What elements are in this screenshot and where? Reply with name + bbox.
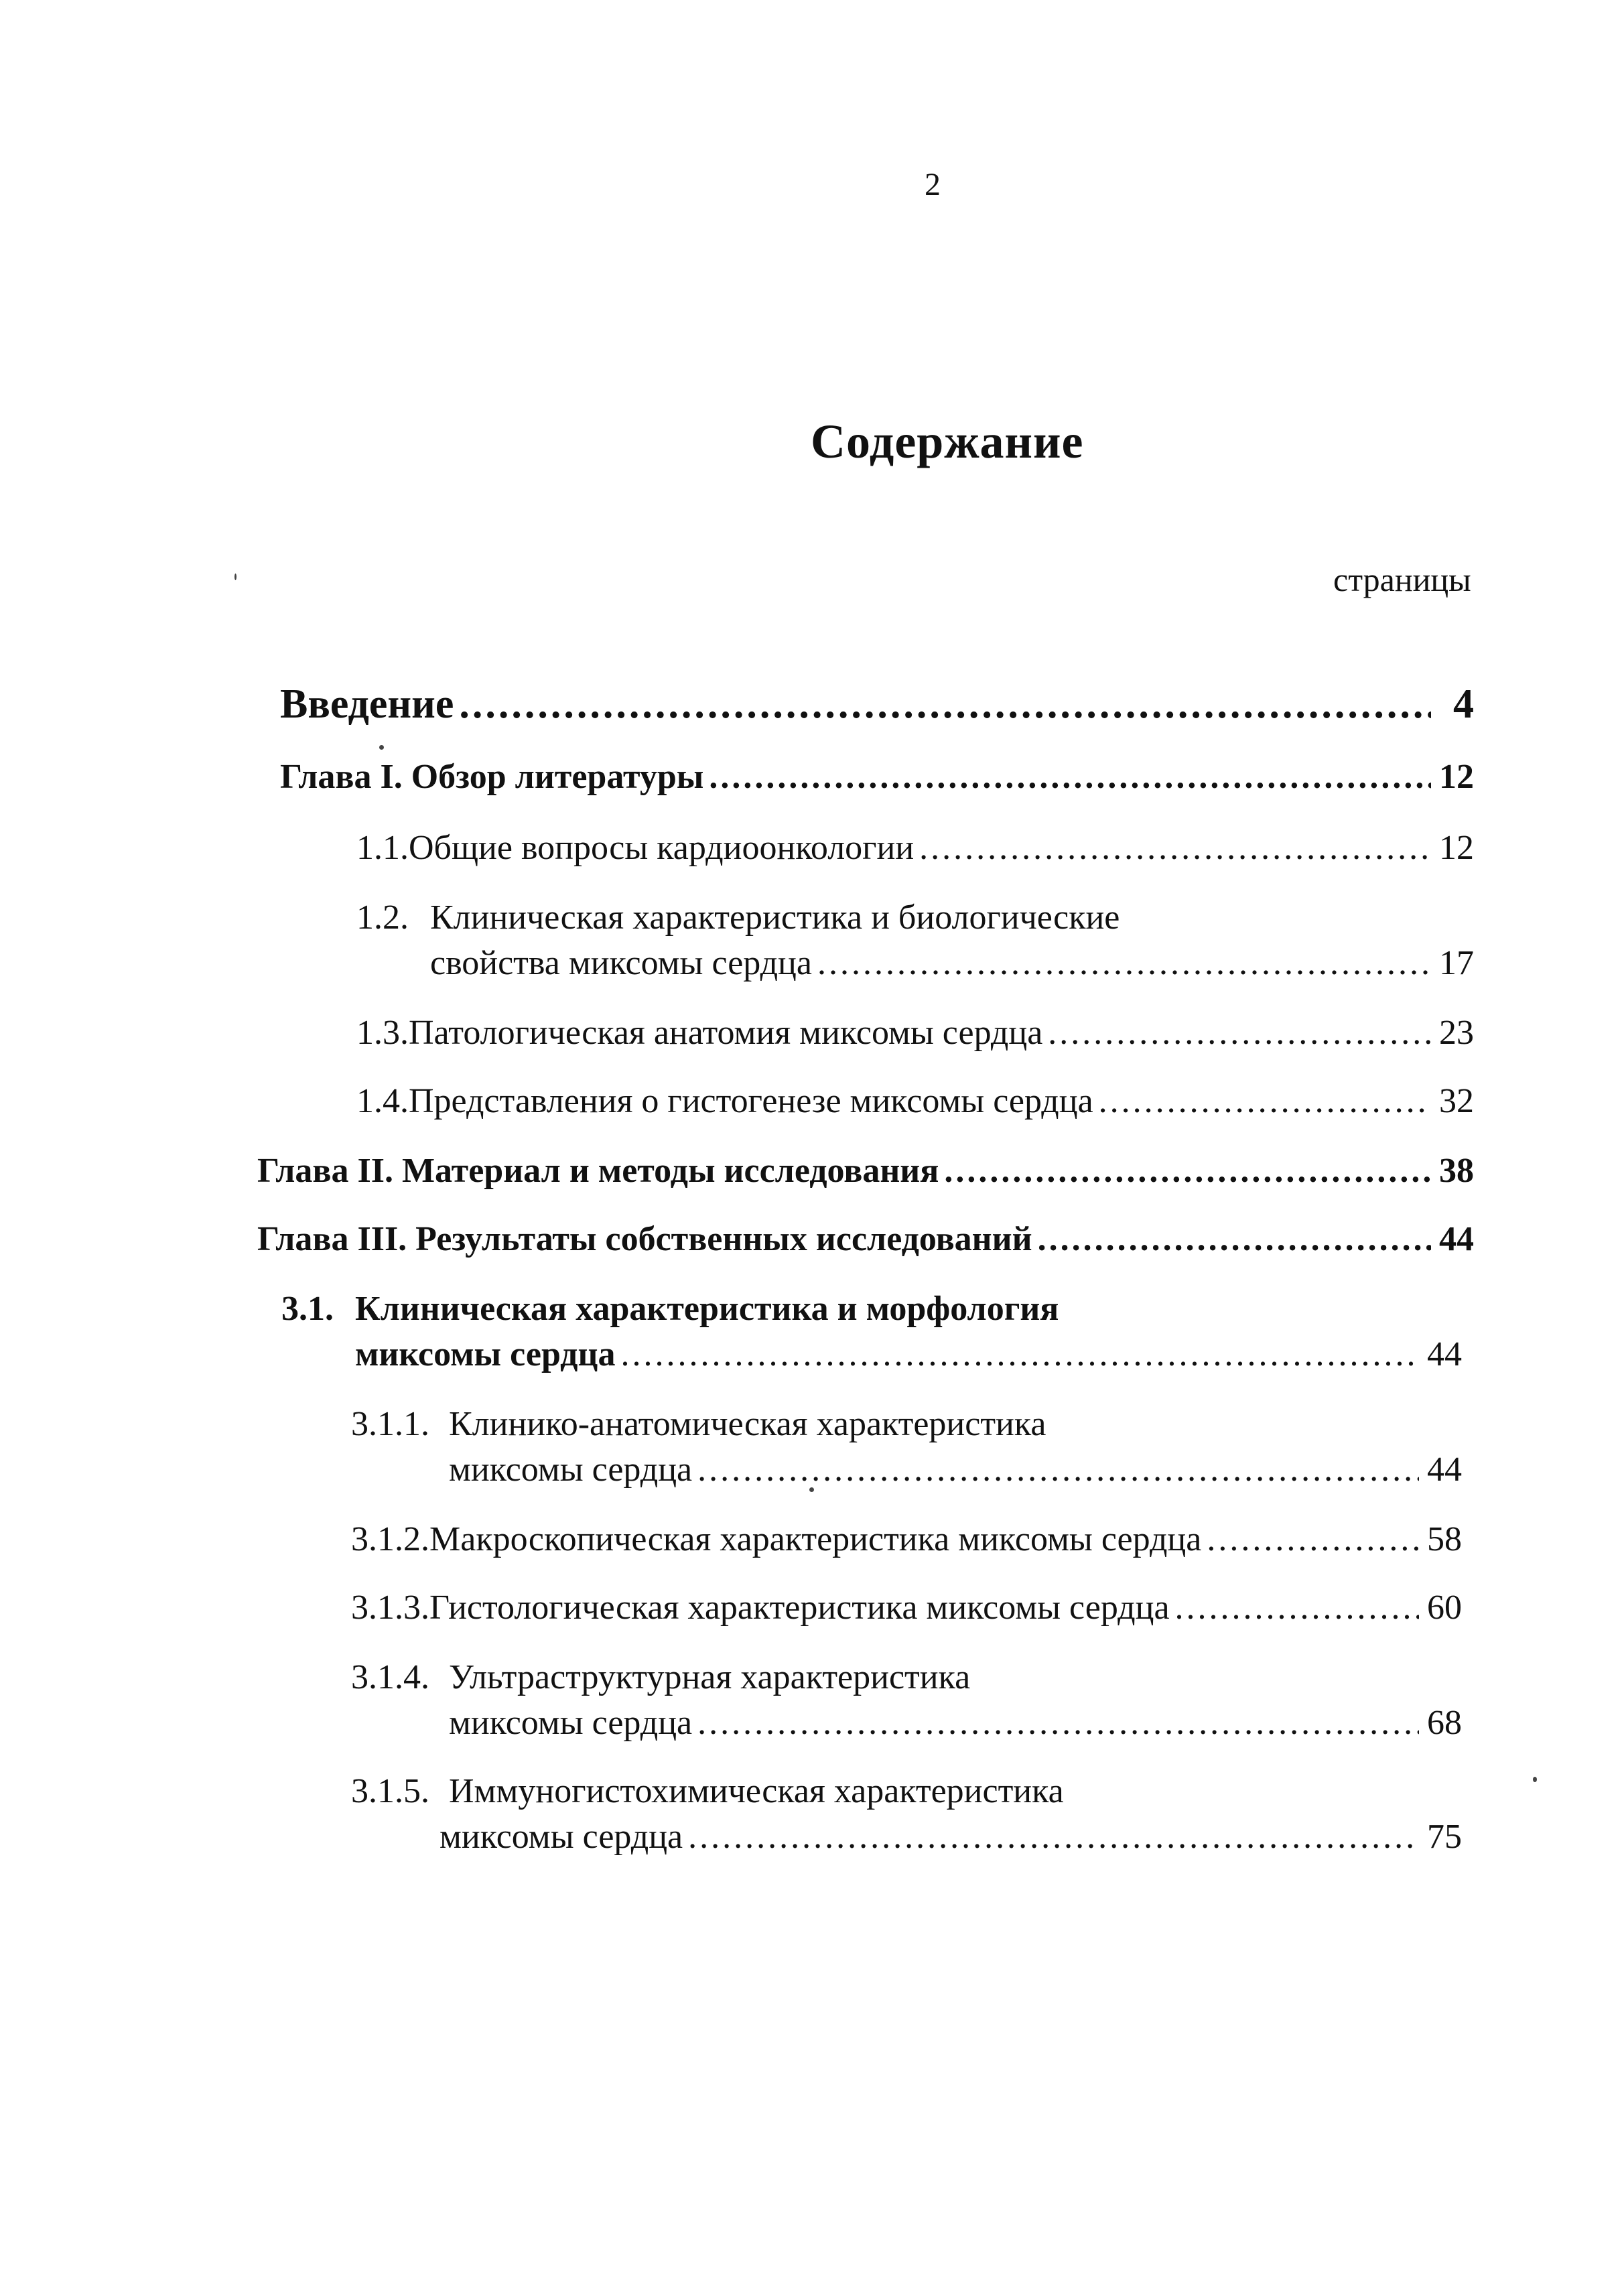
toc-entry-text: Клиническая характеристика и биологические: [430, 898, 1120, 937]
toc-page-number: 44: [1439, 1220, 1474, 1258]
toc-entry-text: Гистологическая характеристика миксомы сердца: [429, 1589, 1170, 1627]
dot-leader: [620, 1335, 1419, 1374]
dot-leader: [919, 828, 1431, 868]
toc-section-number: 1.3.: [356, 1014, 409, 1052]
toc-section-number: 1.4.: [356, 1082, 409, 1120]
toc-page-number: 75: [1427, 1818, 1462, 1856]
toc-entry-3-1-line2[interactable]: [355, 1335, 1462, 1374]
toc-entry-1-2-line1[interactable]: [356, 898, 1120, 937]
toc-entry-text: миксомы сердца: [355, 1335, 616, 1373]
toc-entry-1-2-line2[interactable]: [430, 943, 1474, 983]
dot-leader: [697, 1450, 1419, 1489]
dot-leader: [944, 1151, 1431, 1191]
toc-entry-chapter-3[interactable]: [257, 1219, 1474, 1259]
dot-leader: [1099, 1081, 1431, 1121]
toc-entry-1-4[interactable]: [356, 1081, 1474, 1121]
toc-page-number: 12: [1439, 758, 1474, 796]
toc-page-number: 17: [1439, 944, 1474, 982]
toc-entry-text: миксомы сердца: [439, 1818, 683, 1856]
dot-leader: [459, 681, 1431, 728]
toc-entry-text: Клиническая характеристика и морфология: [355, 1290, 1059, 1328]
toc-page-number: 23: [1439, 1014, 1474, 1052]
toc-page-number: 32: [1439, 1082, 1474, 1120]
toc-entry-text: Макроскопическая характеристика миксомы сердца: [429, 1520, 1202, 1558]
toc-page-number: 38: [1439, 1152, 1474, 1190]
toc-page-number: 44: [1427, 1450, 1462, 1489]
toc-page-number: 58: [1427, 1520, 1462, 1558]
toc-section-number: 1.1.: [356, 829, 409, 867]
toc-entry-text: Иммуногистохимическая характеристика: [449, 1772, 1064, 1810]
toc-entry-text: Глава II. Материал и методы исследования: [257, 1152, 939, 1190]
toc-entry-chapter-1[interactable]: [280, 757, 1474, 797]
toc-entry-chapter-2[interactable]: [257, 1151, 1474, 1191]
dot-leader: [697, 1703, 1419, 1743]
pages-column-label: страницы: [1333, 561, 1471, 598]
toc-entry-text: миксомы сердца: [449, 1704, 693, 1742]
toc-entry-3-1-4-line2[interactable]: [449, 1703, 1462, 1743]
toc-page-number: 12: [1439, 829, 1474, 867]
toc-entry-text: свойства миксомы сердца: [430, 944, 812, 982]
dot-leader: [1048, 1013, 1431, 1053]
toc-section-number: 3.1.1.: [351, 1405, 429, 1443]
dot-leader: [1207, 1520, 1419, 1559]
toc-section-number: 3.1.: [281, 1290, 334, 1328]
toc-section-number: 3.1.4.: [351, 1658, 429, 1696]
page-number: 2: [925, 167, 941, 202]
dot-leader: [817, 943, 1431, 983]
scan-speck: [234, 574, 236, 580]
toc-page-number: 68: [1427, 1704, 1462, 1742]
toc-entry-3-1-1-line1[interactable]: [351, 1404, 1046, 1444]
toc-entry-text: миксомы сердца: [449, 1450, 693, 1489]
toc-entry-3-1-1-line2[interactable]: [449, 1450, 1462, 1489]
toc-entry-text: Представления о гистогенезе миксомы сердца: [409, 1082, 1093, 1120]
toc-entry-text: Введение: [280, 681, 454, 727]
scan-speck: [379, 745, 384, 750]
toc-entry-text: Патологическая анатомия миксомы сердца: [409, 1014, 1043, 1052]
toc-entry-text: Клинико-анатомическая характеристика: [449, 1405, 1046, 1443]
dot-leader: [1175, 1588, 1419, 1627]
toc-entry-1-1[interactable]: [356, 828, 1474, 868]
toc-section-number: 1.2.: [356, 898, 409, 937]
toc-entry-3-1-line1[interactable]: [281, 1289, 1059, 1329]
toc-entry-3-1-5-line2[interactable]: [439, 1817, 1462, 1857]
toc-entry-3-1-5-line1[interactable]: [351, 1771, 1064, 1811]
toc-entry-text: Глава I. Обзор литературы: [280, 758, 704, 796]
toc-page-number: 4: [1453, 681, 1474, 727]
toc-entry-3-1-3[interactable]: [351, 1588, 1462, 1627]
toc-section-number: 3.1.2.: [351, 1520, 429, 1558]
toc-entry-3-1-2[interactable]: [351, 1520, 1462, 1559]
page-title: Содержание: [811, 415, 1084, 468]
toc-entry-text: Ультраструктурная характеристика: [449, 1658, 971, 1696]
toc-section-number: 3.1.5.: [351, 1772, 429, 1810]
toc-entry-intro[interactable]: [280, 681, 1474, 728]
scan-speck: [809, 1487, 814, 1492]
toc-entry-text: Общие вопросы кардиоонкологии: [409, 829, 915, 867]
dot-leader: [688, 1817, 1419, 1857]
toc-page-number: 60: [1427, 1589, 1462, 1627]
toc-page-number: 44: [1427, 1335, 1462, 1373]
dot-leader: [1038, 1219, 1431, 1259]
toc-entry-3-1-4-line1[interactable]: [351, 1658, 970, 1697]
toc-section-number: 3.1.3.: [351, 1589, 429, 1627]
scan-speck: [1533, 1777, 1537, 1782]
toc-entry-text: Глава III. Результаты собственных исследований: [257, 1220, 1032, 1258]
dot-leader: [709, 757, 1431, 797]
toc-entry-1-3[interactable]: [356, 1013, 1474, 1053]
